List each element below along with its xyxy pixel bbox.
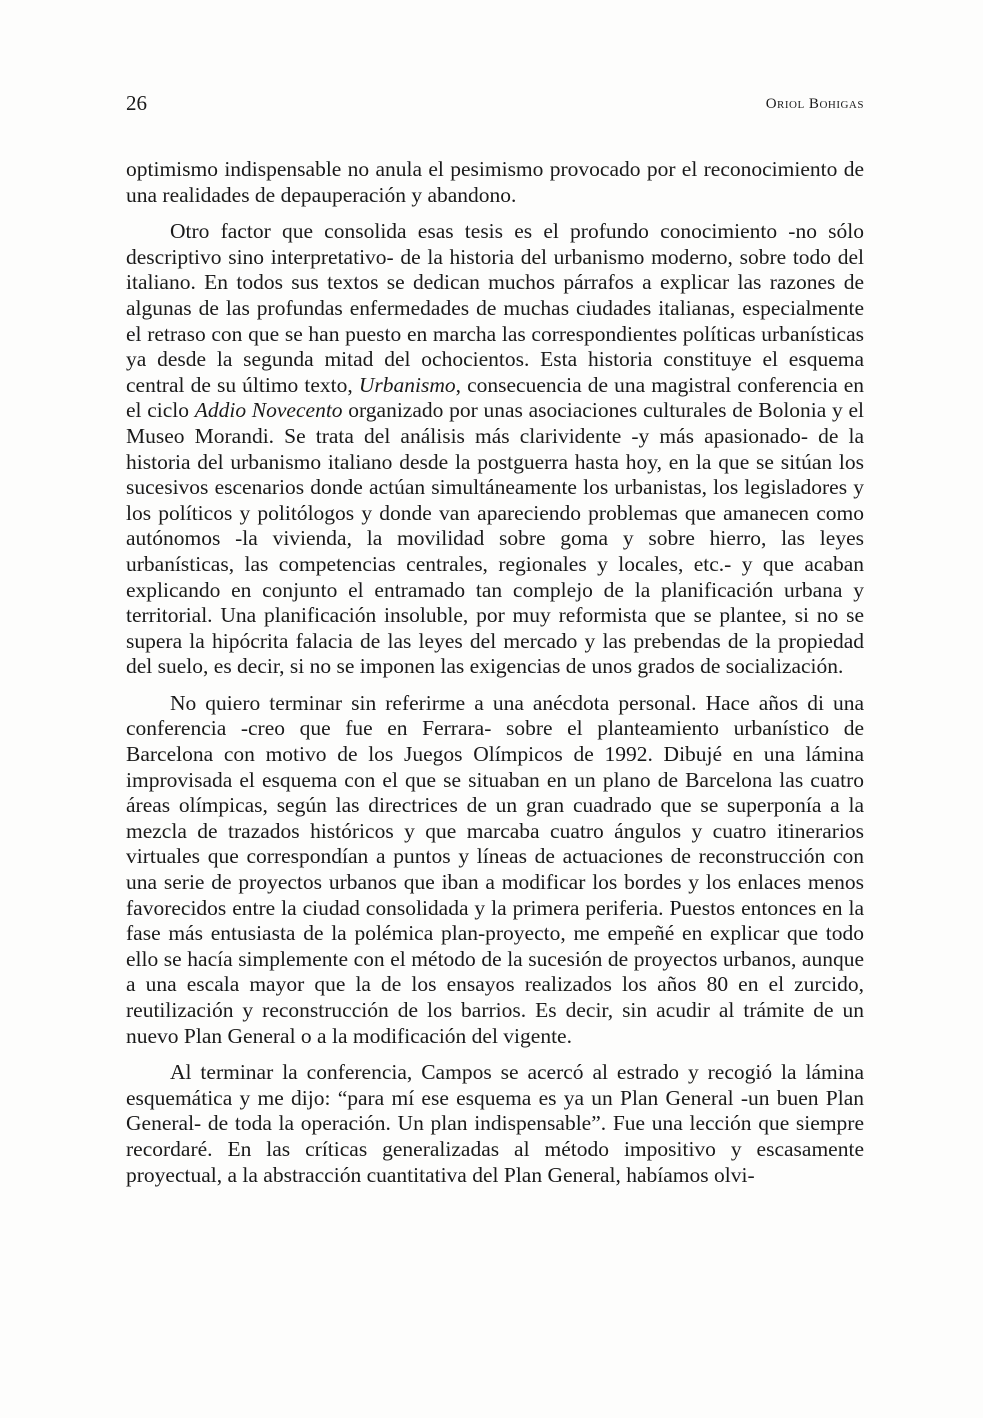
author-name: Oriol Bohigas — [765, 96, 864, 112]
paragraph — [126, 157, 864, 208]
running-head — [126, 88, 864, 118]
text-segment: Al terminar la conferencia, Campos se acercó al estrado y recogió la lámina esquemática y me dijo: “para mí ese esquema es ya un Plan General -un buen Plan General- de toda la operación. Un plan indispensable”. Fue una lección que siempre recordaré. En las críticas generalizadas al método impositivo y escasamente proyectual, a la abstracción cuantitativa del Plan General, habíamos olvi- — [126, 1060, 864, 1187]
book-title-urbanismo: Urbanismo — [358, 372, 456, 397]
paragraph — [126, 691, 864, 1049]
text-segment: Otro factor que consolida esas tesis es el profundo conocimiento -no sólo descriptivo sino interpretativo- de la historia del urbanismo moderno, sobre todo del italiano. En todos sus textos se dedican muchos párrafos a explicar las razones de algunas de las profundas enfermedades de muchas ciudades italianas, especialmente el retraso con que se han puesto en marcha las correspondientes políticas urbanísticas ya desde la segunda mitad del ochocientos. Esta historia constituye el esquema central de su último texto, — [126, 219, 864, 397]
body-text — [126, 157, 864, 1188]
paragraph — [126, 219, 864, 680]
paragraph — [126, 1060, 864, 1188]
text-segment: No quiero terminar sin referirme a una anécdota personal. Hace años di una conferencia -creo que fue en Ferrara- sobre el planteamiento urbanístico de Barcelona con motivo de los Juegos Olímpicos de 1992. Dibujé en una lámina improvisada el esquema con el que se situaban en un plano de Barcelona las cuatro áreas olímpicas, según las directrices de un gran cuadrado que se superponía a la mezcla de trazados históricos y que marcaba cuatro ángulos y cuatro itinerarios virtuales que correspondían a puntos y líneas de actuaciones de reconstrucción con una serie de proyectos urbanos que iban a modificar los bordes y los enlaces menos favorecidos entre la ciudad consolidada y la primera periferia. Puestos entonces en la fase más entusiasta de la polémica plan-proyecto, me empeñé en explicar que todo ello se hacía simplemente con el método de la sucesión de proyectos urbanos, aunque a una escala mayor que la de los ensayos realizados los años 80 en el zurcido, reutilización y reconstrucción de los barrios. Es decir, sin acudir al trámite de un nuevo Plan General o a la modificación del vigente. — [126, 690, 864, 1048]
text-segment: organizado por unas asociaciones culturales de Bolonia y el Museo Morandi. Se trata del análisis más clarividente -y más apasionado- de la historia del urbanismo italiano desde la postguerra hasta hoy, en la que se sitúan los sucesivos escenarios donde actúan simultáneamente los urbanistas, los legisladores y los políticos y politólogos y donde van apareciendo problemas que amanecen como autónomos -la vivienda, la movilidad sobre goma y sobre hierro, las leyes urbanísticas, las competencias centrales, regionales y locales, etc.- y que acaban explicando en conjunto el entramado tan complejo de la planificación urbana y territorial. Una planificación insoluble, por muy reformista que se plantee, si no se supera la hipócrita falacia de las leyes del mercado y las prebendas de la propiedad del suelo, es decir, si no se imponen las exigencias de unos grados de socialización. — [126, 398, 864, 679]
text-segment: optimismo indispensable no anula el pesimismo provocado por el reconocimiento de una realidades de depauperación y abandono. — [126, 157, 864, 207]
page-number: 26 — [126, 91, 147, 115]
cycle-title-addio-novecento: Addio Novecento — [194, 398, 343, 423]
text-segment: , consecuencia de una magistral conferencia en el ciclo — [126, 372, 864, 423]
